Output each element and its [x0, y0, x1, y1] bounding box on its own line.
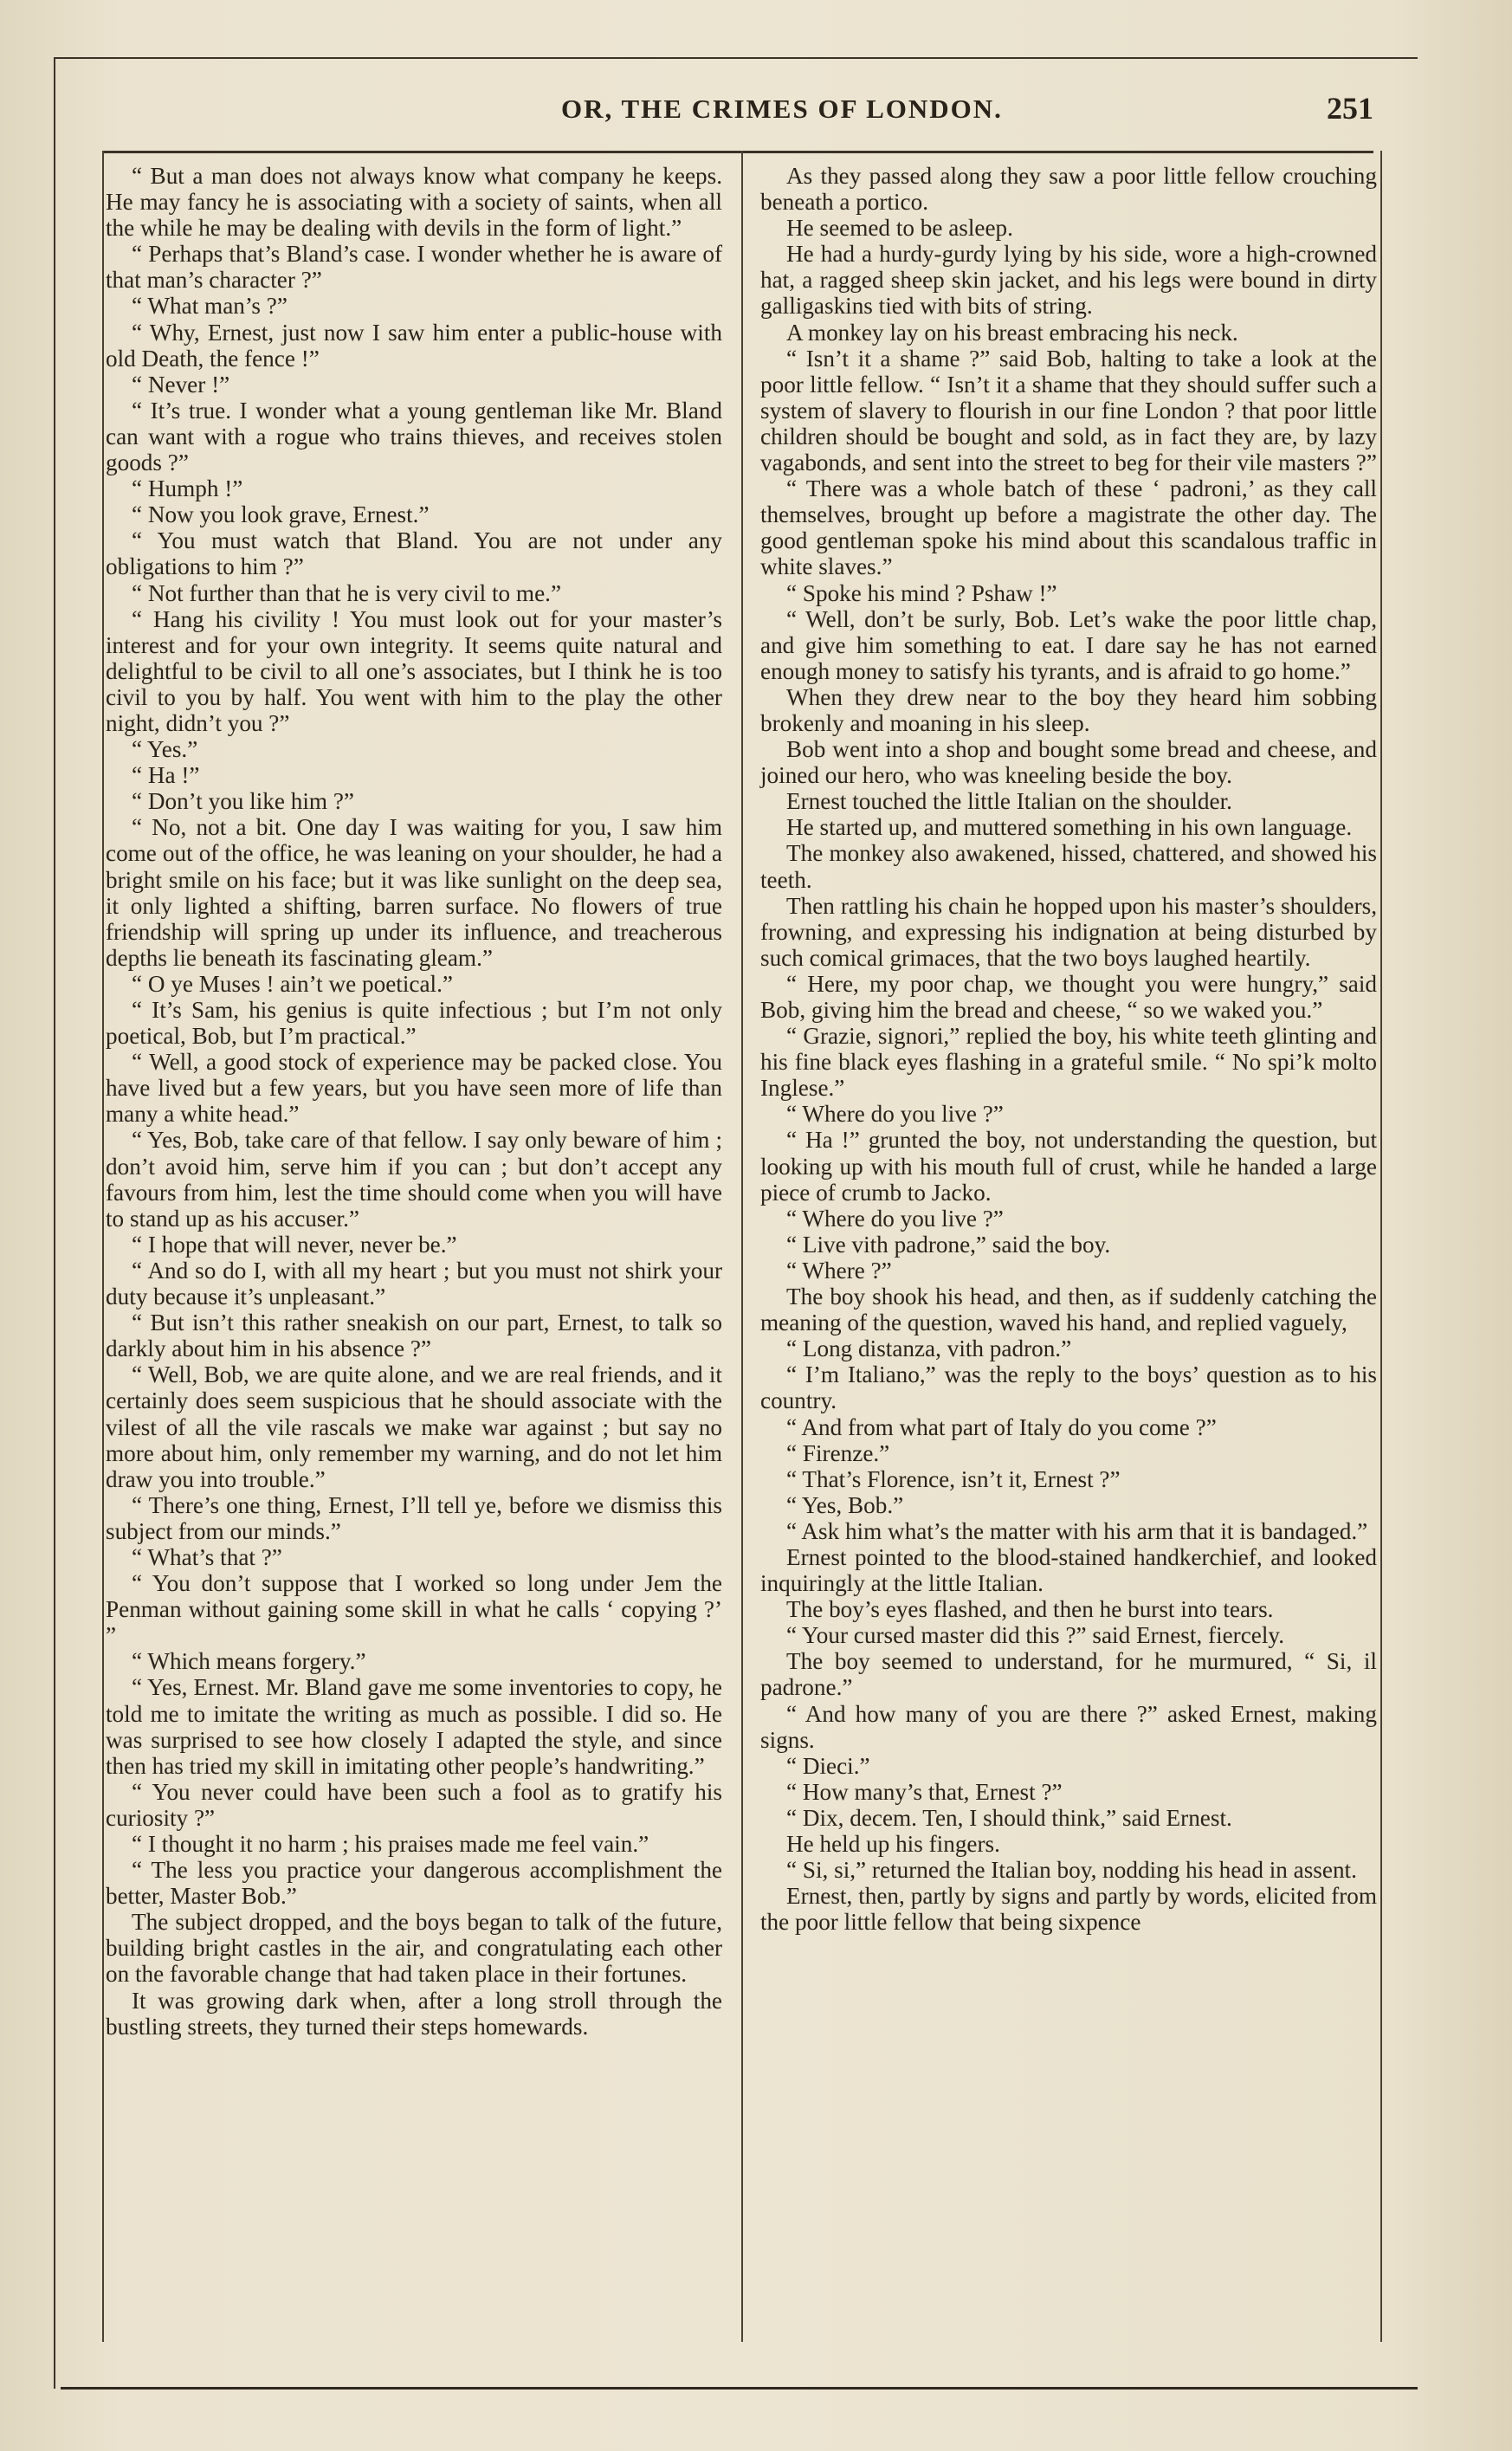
paragraph: “ Hang his civility ! You must look out for your master’s interest and for your own integrity. It seems quite natural and delightful to be civil to all one’s associates, but I think he is too civil to you by half. You went with him to the play the other night, didn’t you ?”: [106, 605, 722, 736]
paragraph: “ What man’s ?”: [132, 293, 288, 320]
running-header: [69, 91, 1386, 142]
paragraph: A monkey lay on his breast embracing his neck.: [786, 319, 1238, 346]
paragraph: “ Yes, Bob.”: [786, 1491, 904, 1518]
paragraph: “ It’s true. I wonder what a young gentleman like Mr. Bland can want with a rogue who trains thieves, and receives stolen goods ?”: [106, 397, 722, 476]
paragraph: “ And so do I, with all my heart ; but you must not shirk your duty because it’s unpleasant.”: [106, 1257, 722, 1310]
paragraph: “ Isn’t it a shame ?” said Bob, halting to take a look at the poor little fellow. “ Isn’t it a shame that they should suffer such a system of slavery to flourish in our fine London ? that poor little children should be bought and sold, as in fact they are, by lazy vagabonds, and sent into the street to beg for their vile masters ?”: [760, 345, 1377, 476]
paragraph: “ Yes, Bob, take care of that fellow. I say only beware of him ; don’t avoid him, serve him if you can ; but don’t accept any favours from him, lest the time should come when you will have to stand up as his accuser.”: [106, 1127, 722, 1232]
paragraph: “ Why, Ernest, just now I saw him enter a public-house with old Death, the fence !”: [106, 319, 722, 372]
paragraph: The monkey also awakened, hissed, chattered, and showed his teeth.: [760, 840, 1377, 893]
paragraph: “ There was a whole batch of these ‘ padroni,’ as they call themselves, brought up before a magistrate the other day. The good gentleman spoke his mind about this scandalous traffic in white slaves.”: [760, 475, 1377, 580]
paragraph: “ Well, a good stock of experience may be packed close. You have lived but a few years, but you have seen more of life than many a white head.”: [106, 1049, 722, 1128]
left-column-rule: [102, 151, 104, 2342]
paragraph: “ Your cursed master did this ?” said Ernest, fiercely.: [786, 1622, 1285, 1649]
paragraph: “ Yes, Ernest. Mr. Bland gave me some inventories to copy, he told me to imitate the writing as much as possible. I did so. He was surprised to see how closely I adapted the style, and since then has tried my skill in imitating other people’s handwriting.”: [106, 1674, 722, 1779]
paragraph: “ Live vith padrone,” said the boy.: [786, 1231, 1111, 1258]
right-column-rule: [1380, 151, 1382, 2342]
paragraph: “ Don’t you like him ?”: [132, 788, 354, 815]
paragraph: “ Where ?”: [786, 1257, 892, 1284]
paragraph: “ I thought it no harm ; his praises made me feel vain.”: [132, 1831, 649, 1857]
right-text-column: [760, 163, 1377, 1935]
paragraph: “ Now you look grave, Ernest.”: [132, 501, 430, 528]
paragraph: “ Ha !” grunted the boy, not understanding the question, but looking up with his mouth full of crust, while he handed a large piece of crumb to Jacko.: [760, 1127, 1377, 1206]
paragraph: The boy shook his head, and then, as if suddenly catching the meaning of the question, waved his hand, and replied vaguely,: [760, 1284, 1377, 1336]
paragraph: “ What’s that ?”: [132, 1543, 282, 1570]
paragraph: He had a hurdy-gurdy lying by his side, wore a high-crowned hat, a ragged sheep skin jacket, and his legs were bound in dirty galligaskins tied with bits of string.: [760, 241, 1377, 320]
paragraph: “ Firenze.”: [786, 1439, 890, 1466]
paragraph: “ And from what part of Italy do you come ?”: [786, 1413, 1217, 1440]
paragraph: “ And how many of you are there ?” asked Ernest, making signs.: [760, 1700, 1377, 1753]
paragraph: The subject dropped, and the boys began to talk of the future, building bright castles in the air, and congratulating each other on the favorable change that had taken place in their fortunes.: [106, 1909, 722, 1988]
paragraph: It was growing dark when, after a long stroll through the bustling streets, they turned their steps homewards.: [106, 1987, 722, 2040]
paragraph: “ Never !”: [132, 371, 230, 398]
paragraph: “ Spoke his mind ? Pshaw !”: [786, 579, 1057, 606]
paragraph: “ No, not a bit. One day I was waiting for you, I saw him come out of the office, he was leaning on your shoulder, he had a bright smile on his face; but it was like sunlight on the deep sea, it only lighted a shifting, barren surface. No flowers of true friendship will spring up under its influence, and treacherous depths lie beneath its fascinating gleam.”: [106, 814, 722, 971]
paragraph: “ I’m Italiano,” was the reply to the boys’ question as to his country.: [760, 1361, 1377, 1414]
paragraph: “ Perhaps that’s Bland’s case. I wonder whether he is aware of that man’s character ?”: [106, 241, 722, 294]
column-divider-rule: [741, 151, 743, 2342]
paragraph: “ Which means forgery.”: [132, 1648, 366, 1675]
paragraph: “ But isn’t this rather sneakish on our part, Ernest, to talk so darkly about him in his absence ?”: [106, 1310, 722, 1362]
left-border-rule: [54, 57, 55, 2389]
paragraph: “ Ha !”: [132, 762, 200, 789]
paragraph: “ There’s one thing, Ernest, I’ll tell ye, before we dismiss this subject from our minds.”: [106, 1491, 722, 1544]
paragraph: “ I hope that will never, never be.”: [132, 1231, 457, 1258]
paragraph: “ Where do you live ?”: [786, 1101, 1004, 1128]
paragraph: “ Not further than that he is very civil to me.”: [132, 579, 562, 606]
paragraph: “ Well, Bob, we are quite alone, and we are real friends, and it certainly does seem suspicious that he should associate with the vilest of all the vile rascals we make war against ; but say no more about him, only remember my warning, and do not let him draw you into trouble.”: [106, 1361, 722, 1492]
paragraph: “ Where do you live ?”: [786, 1205, 1004, 1232]
paragraph: Ernest pointed to the blood-stained handkerchief, and looked inquiringly at the little Italian.: [760, 1543, 1377, 1597]
paragraph: He held up his fingers.: [786, 1831, 1000, 1857]
paragraph: “ Grazie, signori,” replied the boy, his white teeth glinting and his fine black eyes flashing in a grateful smile. “ No spi’k molto Inglese.”: [760, 1023, 1377, 1102]
paragraph: Ernest, then, partly by signs and partly by words, elicited from the poor little fellow that being sixpence: [760, 1883, 1377, 1936]
paragraph: He started up, and muttered something in his own language.: [786, 814, 1353, 841]
paragraph: The boy seemed to understand, for he murmured, “ Si, il padrone.”: [760, 1648, 1377, 1701]
paragraph: Ernest touched the little Italian on the shoulder.: [786, 788, 1232, 815]
paragraph: “ You don’t suppose that I worked so long under Jem the Penman without gaining some skill in what he calls ‘ copying ?’ ”: [106, 1570, 722, 1649]
top-border-rule: [54, 57, 1418, 59]
header-rule: [102, 151, 1373, 153]
paragraph: “ How many’s that, Ernest ?”: [786, 1778, 1063, 1805]
paragraph: “ Humph !”: [132, 475, 243, 502]
paragraph: “ But a man does not always know what company he keeps. He may fancy he is associating with a society of saints, when all the while he may be dealing with devils in the form of light.”: [106, 163, 722, 242]
paragraph: “ That’s Florence, isn’t it, Ernest ?”: [786, 1465, 1121, 1492]
paragraph: He seemed to be asleep.: [786, 215, 1013, 242]
running-title: OR, THE CRIMES OF LONDON.: [561, 94, 1003, 124]
bottom-border-rule: [61, 2387, 1418, 2390]
paragraph: The boy’s eyes flashed, and then he burst into tears.: [786, 1596, 1274, 1623]
paragraph: “ Dieci.”: [786, 1752, 870, 1779]
paragraph: “ Yes.”: [132, 736, 198, 763]
paragraph: Bob went into a shop and bought some bread and cheese, and joined our hero, who was kneeling beside the boy.: [760, 736, 1377, 789]
paragraph: Then rattling his chain he hopped upon his master’s shoulders, frowning, and expressing his indignation at being disturbed by such comical grimaces, that the two boys laughed heartily.: [760, 892, 1377, 971]
paragraph: “ Long distanza, vith padron.”: [786, 1335, 1072, 1362]
paragraph: “ Ask him what’s the matter with his arm that it is bandaged.”: [786, 1517, 1368, 1544]
left-text-column: [106, 163, 722, 2040]
paragraph: “ Si, si,” returned the Italian boy, nodding his head in assent.: [786, 1857, 1357, 1884]
paragraph: “ You never could have been such a fool as to gratify his curiosity ?”: [106, 1778, 722, 1831]
paragraph: “ Dix, decem. Ten, I should think,” said Ernest.: [786, 1804, 1232, 1831]
paragraph: “ It’s Sam, his genius is quite infectious ; but I’m not only poetical, Bob, but I’m practical.”: [106, 997, 722, 1050]
paragraph: “ The less you practice your dangerous accomplishment the better, Master Bob.”: [106, 1857, 722, 1910]
paragraph: As they passed along they saw a poor little fellow crouching beneath a portico.: [760, 163, 1377, 216]
paragraph: “ O ye Muses ! ain’t we poetical.”: [132, 970, 453, 997]
page-number: 251: [1327, 91, 1373, 126]
paragraph: “ You must watch that Bland. You are not under any obligations to him ?”: [106, 527, 722, 580]
paragraph: “ Here, my poor chap, we thought you were hungry,” said Bob, giving him the bread and cheese, “ so we waked you.”: [760, 970, 1377, 1023]
paragraph: When they drew near to the boy they heard him sobbing brokenly and moaning in his sleep.: [760, 683, 1377, 736]
paragraph: “ Well, don’t be surly, Bob. Let’s wake the poor little chap, and give him something to eat. I dare say he has not earned enough money to satisfy his tyrants, and is afraid to go home.”: [760, 605, 1377, 684]
